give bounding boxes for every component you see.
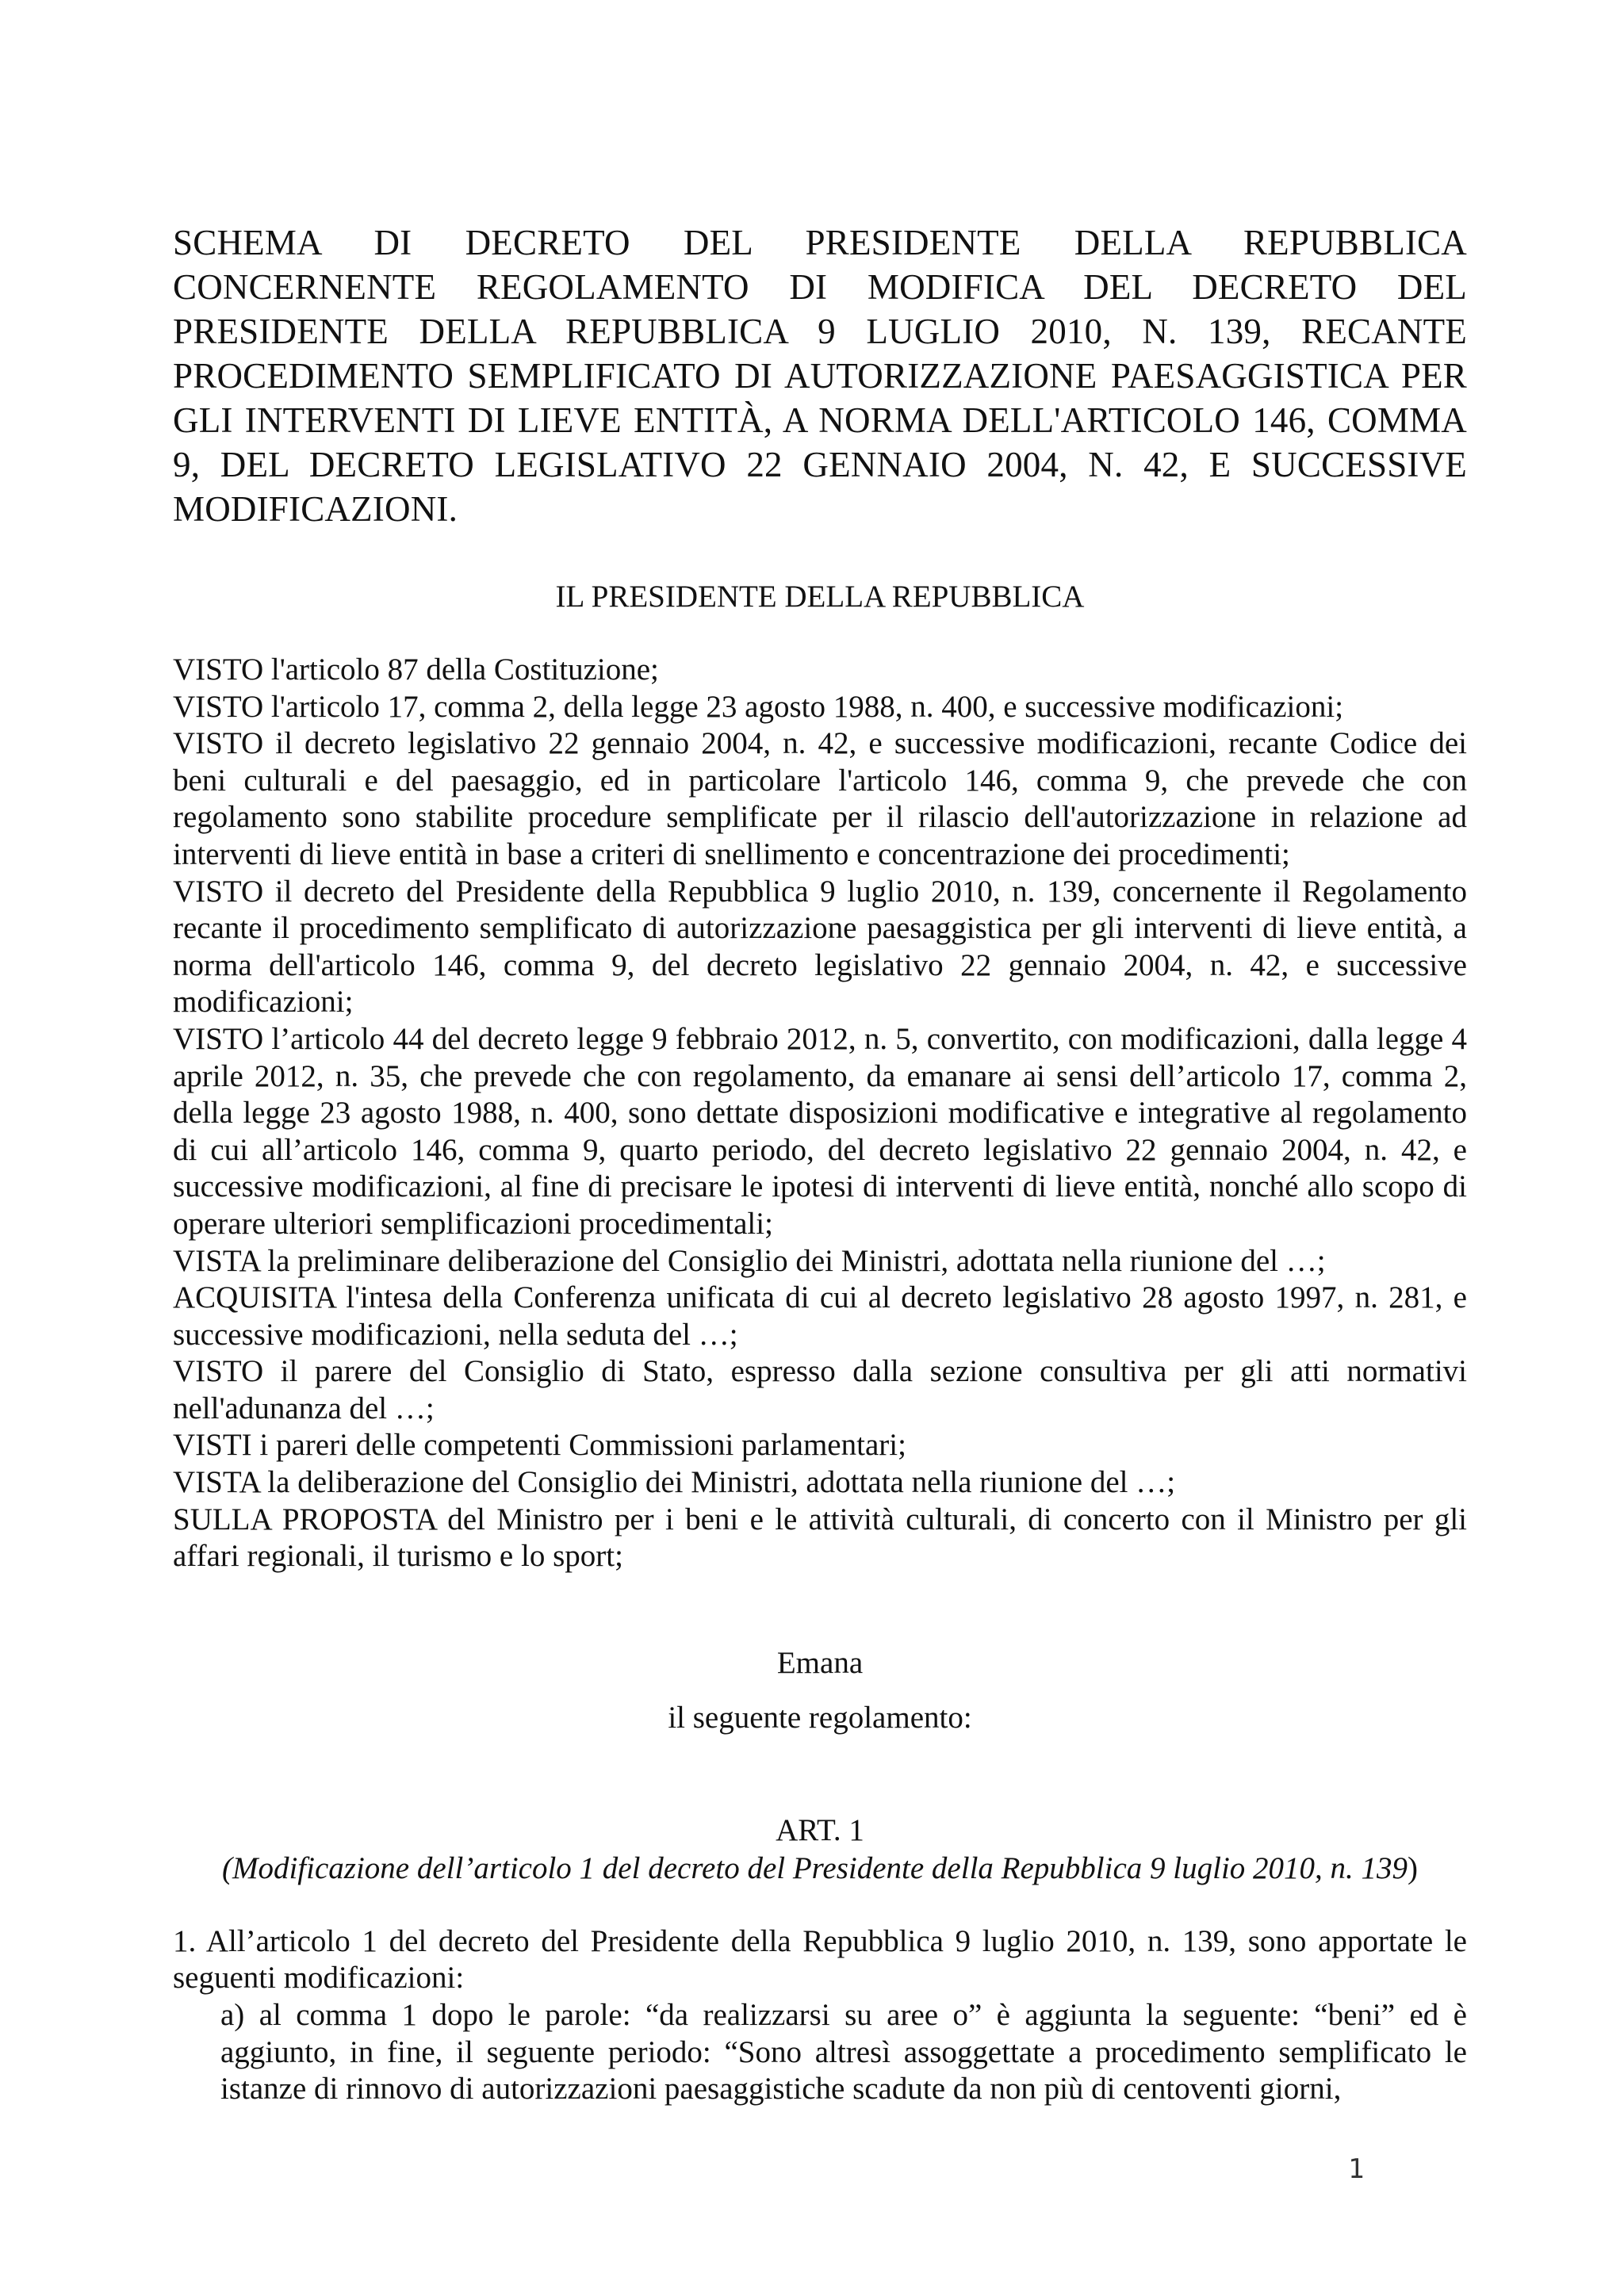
regolamento-heading: il seguente regolamento: xyxy=(668,1700,972,1735)
document-content xyxy=(173,220,1467,2108)
document-title: SCHEMA DI DECRETO DEL PRESIDENTE DELLA REPUBBLICA CONCERNENTE REGOLAMENTO DI MODIFICA DEL DECRETO DEL PRESIDENTE DELLA REPUBBLICA 9 LUGLIO 2010, N. 139, RECANTE PROCEDIMENTO SEMPLIFICATO DI AUTORIZZAZIONE PAESAGGISTICA PER GLI INTERVENTI DI LIEVE ENTITÀ, A NORMA DELL'ARTICOLO 146, COMMA 9, DEL DECRETO LEGISLATIVO 22 GENNAIO 2004, N. 42, E SUCCESSIVE MODIFICAZIONI. xyxy=(173,223,1467,529)
recitals-list xyxy=(173,652,1467,1575)
recital-item: ACQUISITA l'intesa della Conferenza unificata di cui al decreto legislativo 28 agosto 1997, n. 281, e successive modificazioni, nella seduta del …; xyxy=(173,1280,1467,1352)
page-number: 1 xyxy=(1348,2153,1365,2185)
article-body xyxy=(173,1923,1467,2108)
article-subtitle xyxy=(173,1850,1467,1887)
recital-item: VISTO l'articolo 17, comma 2, della legge 23 agosto 1988, n. 400, e successive modificazioni; xyxy=(173,689,1344,724)
article-item-a: a) al comma 1 dopo le parole: “da realizzarsi su aree o” è aggiunta la seguente: “beni” ed è aggiunto, in fine, il seguente periodo: “Sono altresì assoggettate a procedimento semplificato le istanze di rinnovo di autorizzazioni paesaggistiche scadute da non più di centoventi giorni, xyxy=(220,1998,1467,2107)
emana-heading: Emana xyxy=(776,1645,864,1680)
recital-item: VISTA la deliberazione del Consiglio dei Ministri, adottata nella riunione del …; xyxy=(173,1465,1176,1500)
recital-item: VISTO il decreto legislativo 22 gennaio 2004, n. 42, e successive modificazioni, recante Codice dei beni culturali e del paesaggio, ed in particolare l'articolo 146, comma 9, che prevede che con regolamento sono stabilite procedure semplificate per il rilascio dell'autorizzazione in relazione ad interventi di lieve entità in base a criteri di snellimento e concentrazione dei procedimenti; xyxy=(173,726,1467,871)
recital-item: VISTO il decreto del Presidente della Repubblica 9 luglio 2010, n. 139, concernente il Regolamento recante il procedimento semplificato di autorizzazione paesaggistica per gli interventi di lieve entità, a norma dell'articolo 146, comma 9, del decreto legislativo 22 gennaio 2004, n. 42, e successive modificazioni; xyxy=(173,874,1467,1020)
article-subtitle-text: Modificazione dell’articolo 1 del decreto del Presidente della Repubblica 9 luglio 2010, n. 139 xyxy=(232,1850,1408,1885)
recital-item: VISTO l'articolo 87 della Costituzione; xyxy=(173,652,659,687)
recital-item: VISTA la preliminare deliberazione del Consiglio dei Ministri, adottata nella riunione del …; xyxy=(173,1243,1326,1278)
recital-item: VISTO l’articolo 44 del decreto legge 9 febbraio 2012, n. 5, convertito, con modificazioni, dalla legge 4 aprile 2012, n. 35, che prevede che con regolamento, da emanare ai sensi dell’articolo 17, comma 2, della legge 23 agosto 1988, n. 400, sono dettate disposizioni modificative e integrative al regolamento di cui all’articolo 146, comma 9, quarto periodo, del decreto legislativo 22 gennaio 2004, n. 42, e successive modificazioni, al fine di precisare le ipotesi di interventi di lieve entità, nonché allo scopo di operare ulteriori semplificazioni procedimentali; xyxy=(173,1021,1467,1241)
recital-item: SULLA PROPOSTA del Ministro per i beni e le attività culturali, di concerto con il Ministro per gli affari regionali, il turismo e lo sport; xyxy=(173,1502,1467,1574)
recital-item: VISTO il parere del Consiglio di Stato, espresso dalla sezione consultiva per gli atti normativi nell'adunanza del …; xyxy=(173,1354,1467,1425)
article-subtitle-open: ( xyxy=(221,1850,232,1885)
article-paragraph: 1. All’articolo 1 del decreto del Presidente della Repubblica 9 luglio 2010, n. 139, sono apportate le seguenti modificazioni: xyxy=(173,1923,1467,1996)
article-subtitle-close: ) xyxy=(1408,1850,1419,1885)
recital-item: VISTI i pareri delle competenti Commissioni parlamentari; xyxy=(173,1428,906,1463)
article-heading: ART. 1 xyxy=(776,1812,864,1847)
president-heading: IL PRESIDENTE DELLA REPUBBLICA xyxy=(555,580,1085,614)
